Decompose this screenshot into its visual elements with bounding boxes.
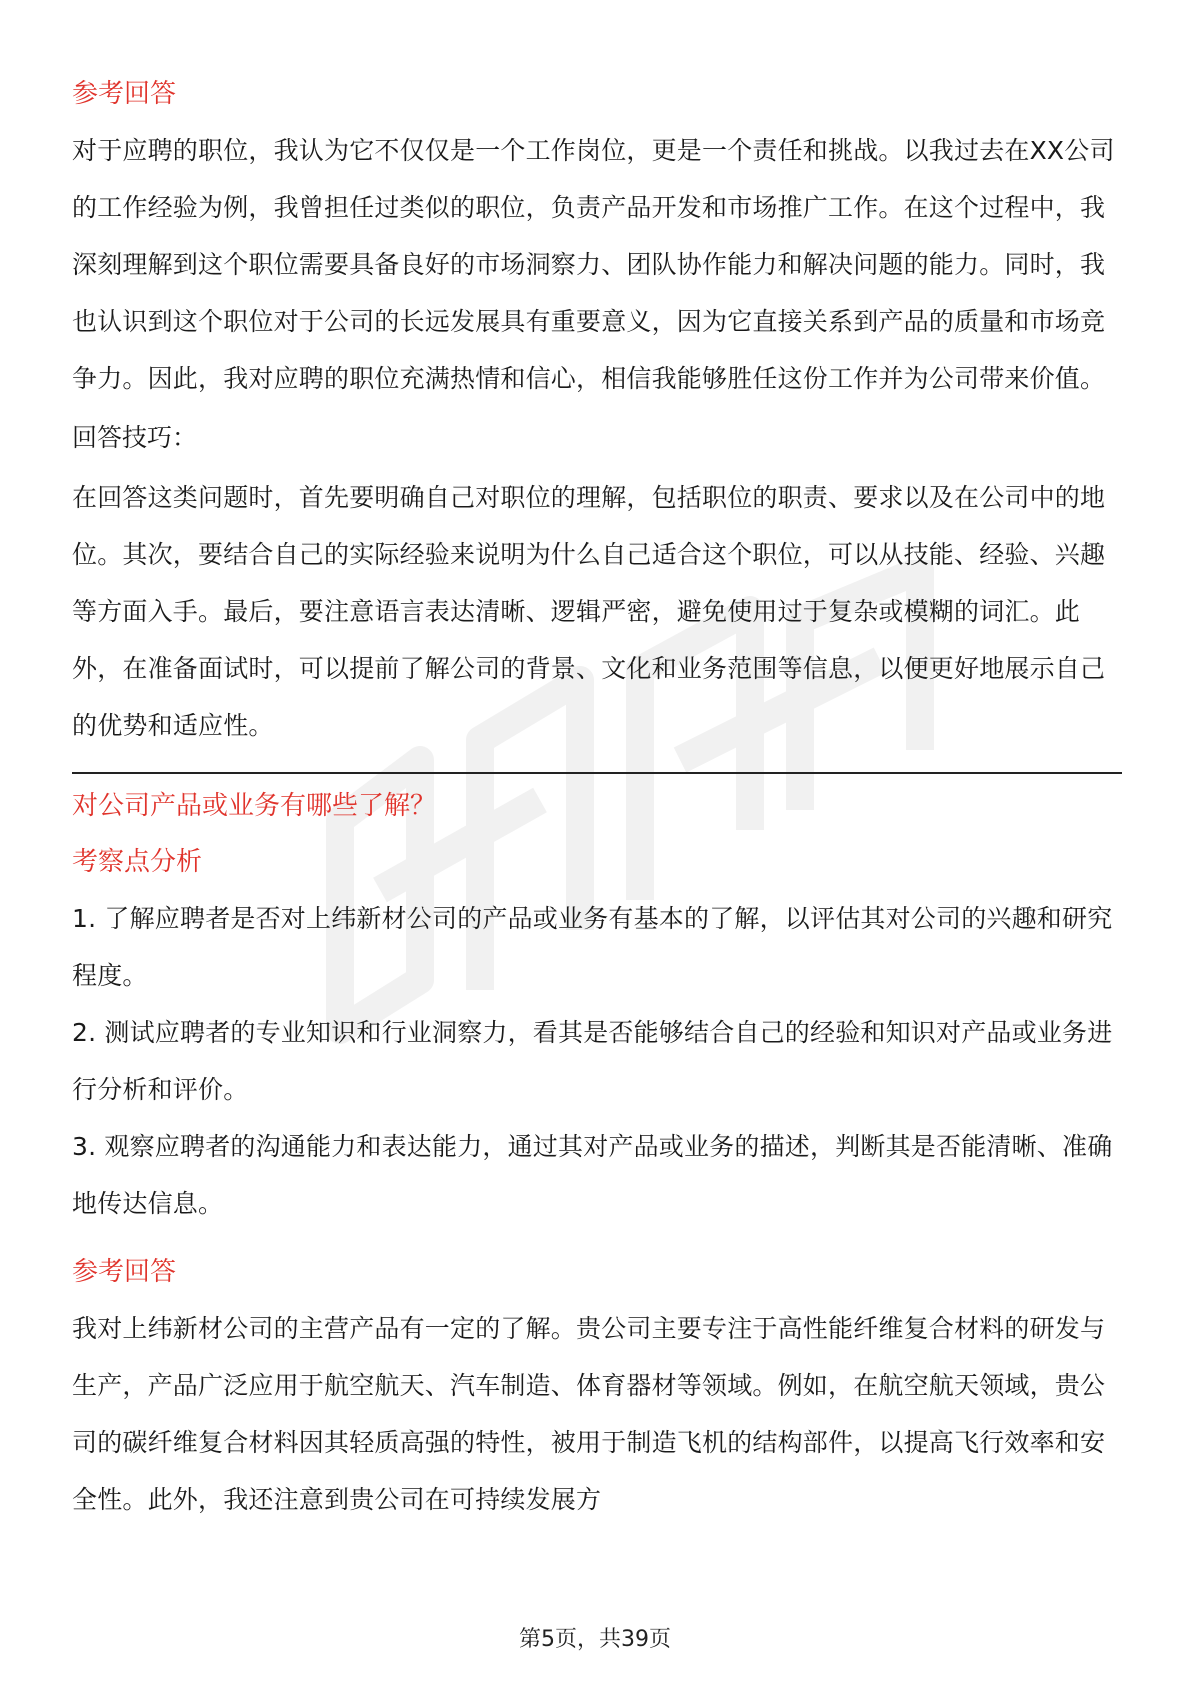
question-heading: 对公司产品或业务有哪些了解？ xyxy=(72,791,437,821)
section-divider xyxy=(72,772,1122,774)
page-content xyxy=(72,72,1122,1528)
analysis-point: 2. 测试应聘者的专业知识和行业洞察力，看其是否能够结合自己的经验和知识对产品或业务进行分析和评价。 xyxy=(72,1018,1113,1104)
answer-text: 对于应聘的职位，我认为它不仅仅是一个工作岗位，更是一个责任和挑战。以我过去在XX公司的工作经验为例，我曾担任过类似的职位，负责产品开发和市场推广工作。在这个过程中，我深刻理解到这个职位需要具备良好的市场洞察力、团队协作能力和解决问题的能力。同时，我也认识到这个职位对于公司的长远发展具有重要意义，因为它直接关系到产品的质量和市场竞争力。因此，我对应聘的职位充满热情和信心，相信我能够胜任这份工作并为公司带来价值。 xyxy=(72,136,1115,393)
answer-text-2: 我对上纬新材公司的主营产品有一定的了解。贵公司主要专注于高性能纤维复合材料的研发与生产，产品广泛应用于航空航天、汽车制造、体育器材等领域。例如，在航空航天领域，贵公司的碳纤维复合材料因其轻质高强的特性，被用于制造飞机的结构部件，以提高飞行效率和安全性。此外，我还注意到贵公司在可持续发展方 xyxy=(72,1314,1106,1514)
tips-label: 回答技巧： xyxy=(72,423,198,452)
answer-heading: 参考回答 xyxy=(72,79,177,109)
page-number: 第5页，共39页 xyxy=(519,1627,671,1652)
tips-text: 在回答这类问题时，首先要明确自己对职位的理解，包括职位的职责、要求以及在公司中的地位。其次，要结合自己的实际经验来说明为什么自己适合这个职位，可以从技能、经验、兴趣等方面入手。最后，要注意语言表达清晰、逻辑严密，避免使用过于复杂或模糊的词汇。此外，在准备面试时，可以提前了解公司的背景、文化和业务范围等信息，以便更好地展示自己的优势和适应性。 xyxy=(72,483,1106,740)
answer-heading-2: 参考回答 xyxy=(72,1257,177,1287)
analysis-point: 1. 了解应聘者是否对上纬新材公司的产品或业务有基本的了解，以评估其对公司的兴趣和研究程度。 xyxy=(72,904,1113,990)
analysis-heading: 考察点分析 xyxy=(72,847,203,877)
analysis-point: 3. 观察应聘者的沟通能力和表达能力，通过其对产品或业务的描述，判断其是否能清晰、准确地传达信息。 xyxy=(72,1132,1113,1218)
analysis-list xyxy=(72,890,1122,1232)
